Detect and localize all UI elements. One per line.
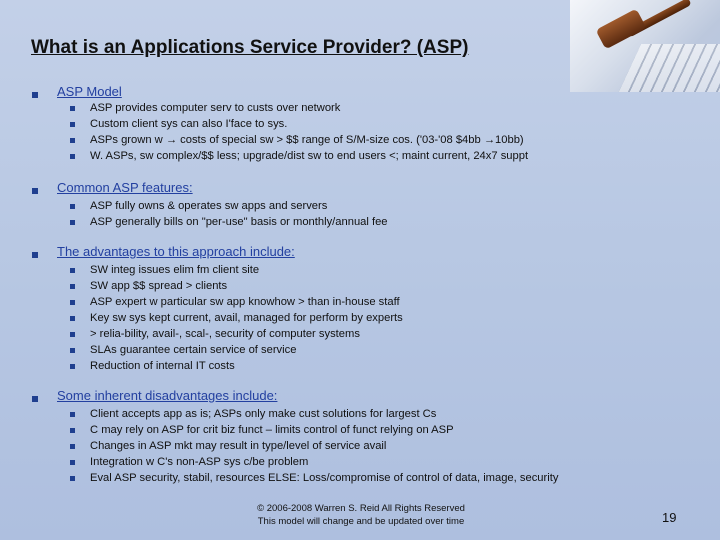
- item-bullet-icon: [70, 316, 75, 321]
- list-item: SLAs guarantee certain service of service: [90, 344, 297, 356]
- item-bullet-icon: [70, 428, 75, 433]
- slide-title: What is an Applications Service Provider? (ASP): [31, 37, 469, 58]
- section-heading: The advantages to this approach include:: [57, 244, 295, 259]
- list-item: ASP provides computer serv to custs over network: [90, 102, 341, 114]
- list-item: Changes in ASP mkt may result in type/level of service avail: [90, 440, 387, 452]
- list-item: Key sw sys kept current, avail, managed for perform by experts: [90, 312, 403, 324]
- section-bullet-icon: [32, 252, 38, 258]
- list-item: W. ASPs, sw complex/$$ less; upgrade/dist sw to end users <; maint current, 24x7 suppt: [90, 150, 529, 162]
- section-heading: Common ASP features:: [57, 180, 193, 195]
- list-item: ASP fully owns & operates sw apps and servers: [90, 200, 328, 212]
- item-bullet-icon: [70, 154, 75, 159]
- section-heading: Some inherent disadvantages include:: [57, 388, 278, 403]
- list-item: ASP expert w particular sw app knowhow > than in-house staff: [90, 296, 400, 308]
- keyboard-icon: [619, 44, 720, 92]
- section-bullet-icon: [32, 396, 38, 402]
- item-bullet-icon: [70, 332, 75, 337]
- item-bullet-icon: [70, 460, 75, 465]
- list-item: > relia-bility, avail-, scal-, security of computer systems: [90, 328, 360, 340]
- item-bullet-icon: [70, 412, 75, 417]
- list-item: SW app $$ spread > clients: [90, 280, 228, 292]
- item-bullet-icon: [70, 364, 75, 369]
- list-item: C may rely on ASP for crit biz funct – limits control of funct relying on ASP: [90, 424, 454, 436]
- item-bullet-icon: [70, 204, 75, 209]
- gavel-keyboard-image: [570, 0, 720, 92]
- item-bullet-icon: [70, 284, 75, 289]
- footer-copyright-line: © 2006-2008 Warren S. Reid All Rights Reserved: [257, 503, 465, 514]
- list-item: Reduction of internal IT costs: [90, 360, 235, 372]
- list-item: Integration w C's non-ASP sys c/be problem: [90, 456, 309, 468]
- section-heading: ASP Model: [57, 84, 122, 99]
- list-item: ASPs grown w → costs of special sw > $$ range of S/M-size cos. ('03-'08 $4bb →10bb): [90, 134, 524, 146]
- item-bullet-icon: [70, 476, 75, 481]
- item-bullet-icon: [70, 268, 75, 273]
- list-item: SW integ issues elim fm client site: [90, 264, 260, 276]
- list-item: Eval ASP security, stabil, resources ELSE: Loss/compromise of control of data, image, security: [90, 472, 559, 484]
- list-item: ASP generally bills on "per-use" basis or monthly/annual fee: [90, 216, 388, 228]
- item-bullet-icon: [70, 348, 75, 353]
- list-item: Custom client sys can also I'face to sys.: [90, 118, 288, 130]
- copyright-footer: [240, 503, 482, 528]
- item-bullet-icon: [70, 444, 75, 449]
- list-item: Client accepts app as is; ASPs only make cust solutions for largest Cs: [90, 408, 437, 420]
- item-bullet-icon: [70, 300, 75, 305]
- section-bullet-icon: [32, 188, 38, 194]
- item-bullet-icon: [70, 138, 75, 143]
- item-bullet-icon: [70, 122, 75, 127]
- gavel-icon: [596, 8, 647, 49]
- item-bullet-icon: [70, 106, 75, 111]
- item-bullet-icon: [70, 220, 75, 225]
- page-number: 19: [662, 510, 677, 525]
- footer-note-line: This model will change and be updated over time: [257, 515, 465, 527]
- section-bullet-icon: [32, 92, 38, 98]
